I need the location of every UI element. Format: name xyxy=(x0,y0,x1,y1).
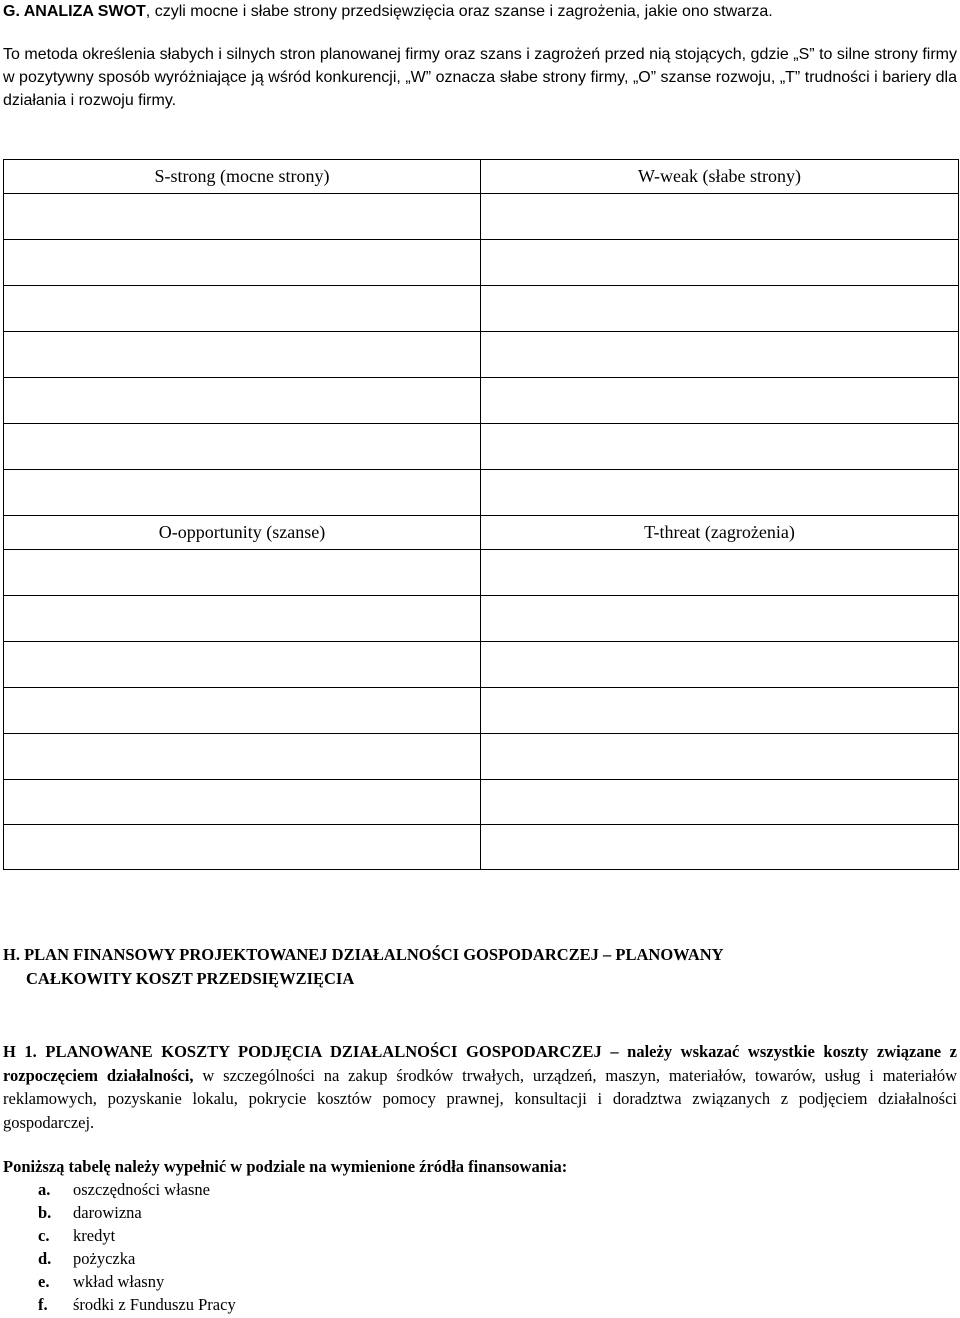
list-item-label: kredyt xyxy=(73,1226,116,1245)
list-item-label: oszczędności własne xyxy=(73,1180,210,1199)
strengths-cell[interactable] xyxy=(4,424,481,470)
weaknesses-cell[interactable] xyxy=(481,378,959,424)
opportunities-header: O-opportunity (szanse) xyxy=(4,516,481,550)
list-item xyxy=(3,1247,236,1270)
opportunities-cell[interactable] xyxy=(4,642,481,688)
threats-cell[interactable] xyxy=(481,825,959,870)
threats-cell[interactable] xyxy=(481,596,959,642)
list-item xyxy=(3,1293,236,1316)
list-item-label: środki z Funduszu Pracy xyxy=(73,1295,236,1314)
swot-row xyxy=(4,688,959,734)
opportunities-cell[interactable] xyxy=(4,688,481,734)
swot-header-row-ot xyxy=(4,516,959,550)
swot-header-row-sw xyxy=(4,160,959,194)
swot-row xyxy=(4,424,959,470)
list-item xyxy=(3,1201,236,1224)
swot-row xyxy=(4,240,959,286)
section-h-title-line1: H. PLAN FINANSOWY PROJEKTOWANEJ DZIAŁALNOŚCI GOSPODARCZEJ – PLANOWANY xyxy=(3,945,724,964)
weaknesses-cell[interactable] xyxy=(481,194,959,240)
section-h1-text: w szczególności na zakup środków trwałych, urządzeń, maszyn, materiałów, towarów, usług i materiałów reklamowych, pozyskanie lokalu, pokrycie kosztów pomocy prawnej, konsultacji i doradztwa związanych z podjęciem działalności gospodarczej. xyxy=(3,1065,957,1132)
threats-cell[interactable] xyxy=(481,550,959,596)
threats-cell[interactable] xyxy=(481,734,959,780)
swot-row xyxy=(4,780,959,825)
list-marker: b. xyxy=(38,1203,52,1222)
opportunities-cell[interactable] xyxy=(4,825,481,870)
list-item-label: darowizna xyxy=(73,1203,142,1222)
list-item xyxy=(3,1270,236,1293)
threats-header: T-threat (zagrożenia) xyxy=(481,516,959,550)
weaknesses-cell[interactable] xyxy=(481,240,959,286)
swot-table xyxy=(3,159,959,870)
weaknesses-cell[interactable] xyxy=(481,424,959,470)
opportunities-cell[interactable] xyxy=(4,550,481,596)
swot-row xyxy=(4,825,959,870)
strengths-cell[interactable] xyxy=(4,332,481,378)
swot-row xyxy=(4,378,959,424)
list-marker: a. xyxy=(38,1180,51,1199)
section-h-heading xyxy=(3,943,943,991)
swot-row xyxy=(4,286,959,332)
strengths-cell[interactable] xyxy=(4,240,481,286)
strengths-cell[interactable] xyxy=(4,286,481,332)
swot-intro-paragraph: To metoda określenia słabych i silnych stron planowanej firmy oraz szans i zagrożeń przed nią stojących, gdzie „S” to silne strony firmy w pozytywny sposób wyróżniające ją wśród konkurencji, „W” oznacza słabe strony firmy, „O” szanse rozwoju, „T” trudności i bariery dla działania i rozwoju firmy. xyxy=(3,46,957,109)
list-marker: c. xyxy=(38,1226,50,1245)
financing-sources-list xyxy=(3,1178,236,1316)
weaknesses-cell[interactable] xyxy=(481,286,959,332)
strengths-cell[interactable] xyxy=(4,194,481,240)
section-h-title-line2: CAŁKOWITY KOSZT PRZEDSIĘWZIĘCIA xyxy=(26,969,355,988)
swot-row xyxy=(4,550,959,596)
list-marker: f. xyxy=(38,1295,48,1314)
swot-row xyxy=(4,642,959,688)
section-g-subtitle: , czyli mocne i słabe strony przedsięwzięcia oraz szanse i zagrożenia, jakie ono stwarza. xyxy=(145,3,773,20)
strengths-cell[interactable] xyxy=(4,470,481,516)
section-g-heading xyxy=(3,1,773,23)
opportunities-cell[interactable] xyxy=(4,734,481,780)
weaknesses-cell[interactable] xyxy=(481,470,959,516)
list-item xyxy=(3,1178,236,1201)
section-h1-bold-text: H 1. PLANOWANE KOSZTY PODJĘCIA DZIAŁALNOŚCI GOSPODARCZEJ – należy wskazać wszystkie koszty związane z rozpoczęciem działalności, xyxy=(3,1042,957,1085)
opportunities-cell[interactable] xyxy=(4,596,481,642)
threats-cell[interactable] xyxy=(481,642,959,688)
list-marker: d. xyxy=(38,1249,52,1268)
list-item xyxy=(3,1224,236,1247)
list-marker: e. xyxy=(38,1272,50,1291)
section-g-title: G. ANALIZA SWOT xyxy=(3,3,146,20)
swot-row xyxy=(4,332,959,378)
strengths-cell[interactable] xyxy=(4,378,481,424)
fill-instruction: Poniższą tabelę należy wypełnić w podziale na wymienione źródła finansowania: xyxy=(3,1157,568,1176)
list-item-label: wkład własny xyxy=(73,1272,165,1291)
threats-cell[interactable] xyxy=(481,780,959,825)
weaknesses-header: W-weak (słabe strony) xyxy=(481,160,959,194)
swot-row xyxy=(4,194,959,240)
opportunities-cell[interactable] xyxy=(4,780,481,825)
list-item-label: pożyczka xyxy=(73,1249,136,1268)
swot-row xyxy=(4,734,959,780)
section-h1-paragraph xyxy=(3,1040,957,1134)
weaknesses-cell[interactable] xyxy=(481,332,959,378)
swot-row xyxy=(4,470,959,516)
threats-cell[interactable] xyxy=(481,688,959,734)
strengths-header: S-strong (mocne strony) xyxy=(4,160,481,194)
swot-row xyxy=(4,596,959,642)
